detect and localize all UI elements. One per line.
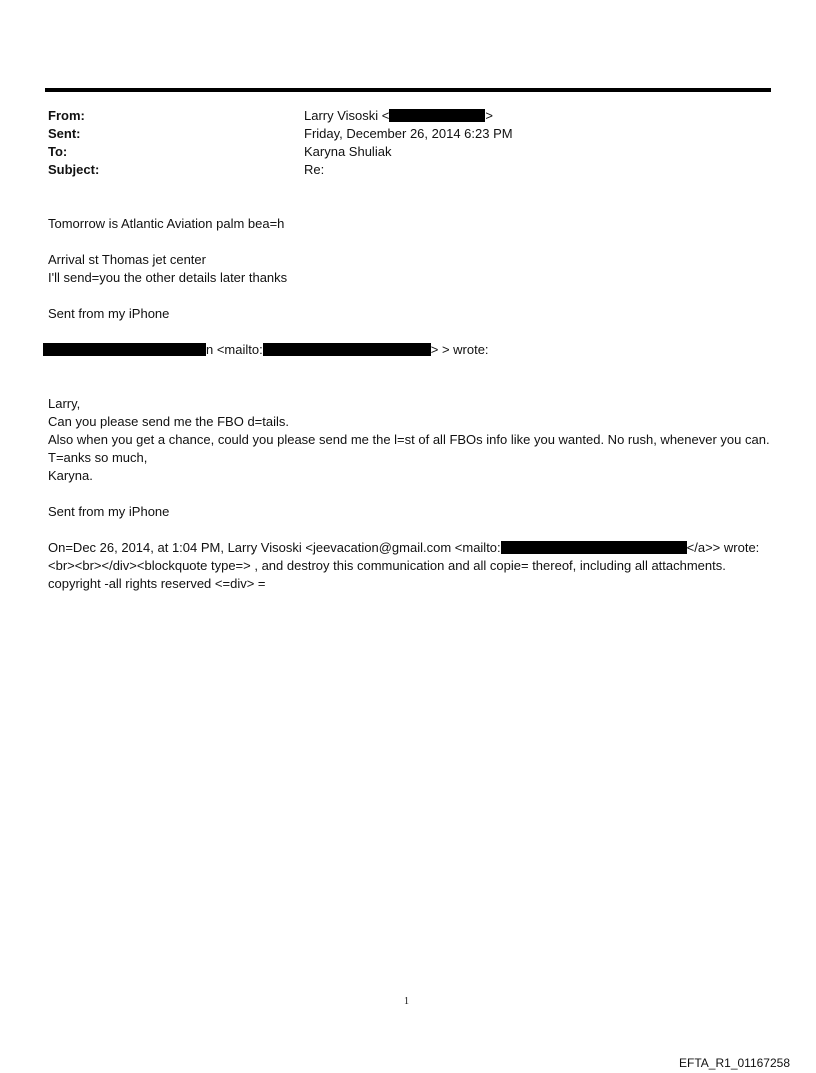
bates-number: EFTA_R1_01167258 — [679, 1056, 790, 1070]
quote-mailto: n <mailto: — [206, 342, 263, 357]
redaction-box — [43, 343, 206, 356]
quoted-line: Can you please send me the FBO d=tails. — [48, 414, 289, 429]
to-value: Karyna Shuliak — [304, 144, 392, 159]
quote-wrote: > > wrote: — [430, 342, 489, 357]
redaction-box — [263, 343, 431, 356]
subject-row — [48, 161, 325, 179]
sent-row — [48, 125, 513, 143]
body-line: Tomorrow is Atlantic Aviation palm bea=h — [48, 216, 285, 231]
page-number: 1 — [404, 996, 409, 1007]
quoted-line: Karyna. — [48, 468, 93, 483]
quoted-from: On=Dec 26, 2014, at 1:04 PM, Larry Visoski <jeevacation@gmail.com <mailto: — [48, 540, 501, 555]
from-name: Larry Visoski < — [304, 108, 390, 123]
header-rule — [45, 88, 771, 92]
signature-line: Sent from my iPhone — [48, 306, 170, 321]
quoted-line — [48, 539, 770, 593]
quoted-line: Larry, — [48, 396, 81, 411]
to-label: To: — [48, 144, 68, 159]
from-row — [48, 107, 493, 125]
quoted-message — [48, 395, 770, 593]
quoted-header-line — [43, 341, 765, 359]
from-label: From: — [48, 108, 85, 123]
quoted-signature: Sent from my iPhone — [48, 504, 170, 519]
sent-label: Sent: — [48, 126, 81, 141]
body-line: Arrival st Thomas jet center — [48, 252, 206, 267]
quoted-line: Also when you get a chance, could you please send me the l=st of all FBOs info like you wanted. No rush, whenever you can. — [48, 432, 770, 447]
quoted-header — [43, 341, 765, 359]
subject-value: Re: — [304, 162, 325, 177]
body-line: I'll send=you the other details later thanks — [48, 270, 288, 285]
quoted-tail: </a>> wrote:<br><br></div><blockquote type=> , and destroy this communication and all copie= thereof, including all attachments. copyright -all rights reserved <=div> = — [48, 540, 760, 591]
from-value — [304, 107, 493, 125]
to-row — [48, 143, 392, 161]
subject-label: Subject: — [48, 162, 100, 177]
redaction-box — [389, 109, 485, 122]
sent-value: Friday, December 26, 2014 6:23 PM — [304, 126, 513, 141]
redaction-box — [501, 541, 687, 554]
quoted-line: T=anks so much, — [48, 450, 148, 465]
from-bracket: > — [485, 108, 493, 123]
message-body — [48, 215, 770, 323]
